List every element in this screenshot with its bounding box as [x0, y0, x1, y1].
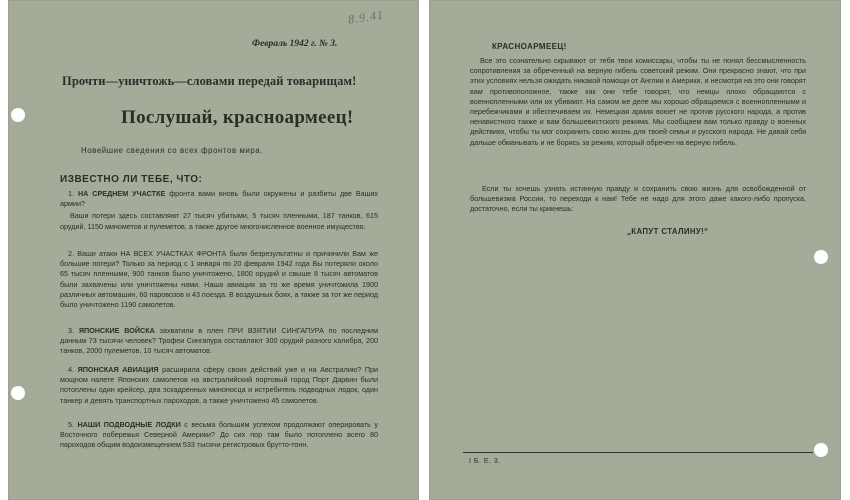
closing-shout: „КАПУТ СТАЛИНУ!“ — [627, 227, 709, 236]
item-lead: ЯПОНСКИЕ ВОЙСКА — [78, 326, 155, 335]
punch-hole — [814, 443, 828, 457]
item-number: 1. — [68, 189, 74, 198]
item-number: 2. — [68, 249, 74, 258]
list-item — [60, 365, 378, 406]
slogan: Прочти—уничтожь—словами передай товарищам! — [62, 74, 357, 88]
punch-hole — [11, 386, 25, 400]
main-paragraph-block — [470, 56, 806, 148]
item-lead: НАШИ ПОДВОДНЫЕ ЛОДКИ — [77, 420, 181, 429]
handwritten-note: 8.9.41 — [347, 7, 385, 27]
paragraph-1: Все это сознательно скрывают от тебя твои комиссары, чтобы ты не понял бессмысленность сопротивления за обреченный на верную гибель советский режим. Они прекрасно знают, что при этих условиях нельзя ожидать никакой помощи от Англии и Америки, и несмотря на это они говорят вам противоположное, также как они тебе говорят, что немцы плохо обращаются с военнопленными или их убивают. На самом же деле мы хорошо обращаемся с военнопленными и перебежчиками и обеспечиваем их. Немецкая армия воюет не против русского народа, а против ненавистного также и вам большевистского режима. Мы сообщаем вам только правду о военных действиях, чтобы ты мог сохранить свою жизнь для твоей семьи и русского народа. Не давай себя дальше обманывать и не борись за режим, который обречен на верную гибель. — [470, 56, 806, 147]
list-item — [60, 326, 378, 357]
item-lead: ЯПОНСКАЯ АВИАЦИЯ — [77, 365, 159, 374]
list-item — [60, 420, 378, 451]
footer-rule — [463, 452, 813, 453]
leaflet-page-back — [429, 0, 841, 500]
item-text: расширила сферу своих действий уже и на Австралию? При мощном налете Японских самолетов на австралийский портовый город Порт Дарвин были потоплены один крейсер, два эскадренных миноносца и истребитель подводных лодок, один танкер и девять транспортных пароходов, а также уничтожено 45 самолетов. — [60, 365, 378, 405]
item-text: с весьма большим успехом продолжают оперировать у Восточного побережья Северной Америки? До сих пор там было потоплено всего 80 пароходов общим водоизмещением 533 тысячи регистровых брутто-тонн. — [60, 420, 378, 450]
item-text: фронта вами вновь были окружены и разбиты две Ваших армии? — [60, 189, 379, 209]
appeal-heading: КРАСНОАРМЕЕЦ! — [492, 42, 567, 51]
subtitle: Новейшие сведения со всех фронтов мира. — [81, 146, 264, 155]
list-item — [60, 249, 378, 310]
item-text: захватили в плен ПРИ ВЗЯТИИ СИНГАПУРА по последним данным 73 тысячи человек? Трофеи Сингапура составляют 300 орудий разного калибра, 200 танков, 2000 пулеметов, 10 тысяч автоматов. — [60, 326, 379, 356]
leaflet-page-front — [8, 0, 419, 500]
footer-code: I Б. Е. 3. — [469, 458, 501, 465]
item-detail: Ваши потери здесь составляют 27 тысяч убитыми, 5 тысяч пленными, 187 танков, 615 орудий, 1150 минометов и пулеметов, а также другое многочисленное военное имущество. — [60, 211, 378, 231]
punch-hole — [814, 250, 828, 264]
item-lead: НА СРЕДНЕМ УЧАСТКЕ — [77, 189, 166, 198]
second-paragraph-block — [470, 184, 806, 215]
section-heading: ИЗВЕСТНО ЛИ ТЕБЕ, ЧТО: — [60, 174, 203, 185]
item-number: 3. — [68, 326, 74, 335]
item-number: 5. — [68, 420, 74, 429]
item-text: Ваши атаки НА ВСЕХ УЧАСТКАХ ФРОНТА были безрезультатны и причинили Вам же большие потери? Только за период с 1 января по 20 февраля 1942 года Вы потеряли около 65 тысяч пленными, 900 танков было уничтожено, 1800 орудий и свыше 8 тысяч автоматов были захвачены или уничтожены нами. Наша авиация за то же время уничтожила 1900 различных автомашин, 60 паровозов и 43 поезда. В воздушных боях, а также за тот же период было уничтожено 1190 самолетов. — [60, 249, 378, 310]
list-item — [60, 189, 378, 232]
paragraph-2: Если ты хочешь узнать истинную правду и сохранить свою жизнь для освобожденной от большевизма России, то переходи к нам! Тебе не надо для этого даже какого-либо пропуска, достаточно, если ты крикнешь: — [470, 184, 806, 214]
punch-hole — [11, 108, 25, 122]
page-title: Послушай, красноармеец! — [121, 107, 354, 128]
date-line: Февраль 1942 г. № 3. — [252, 39, 338, 49]
item-number: 4. — [68, 365, 74, 374]
